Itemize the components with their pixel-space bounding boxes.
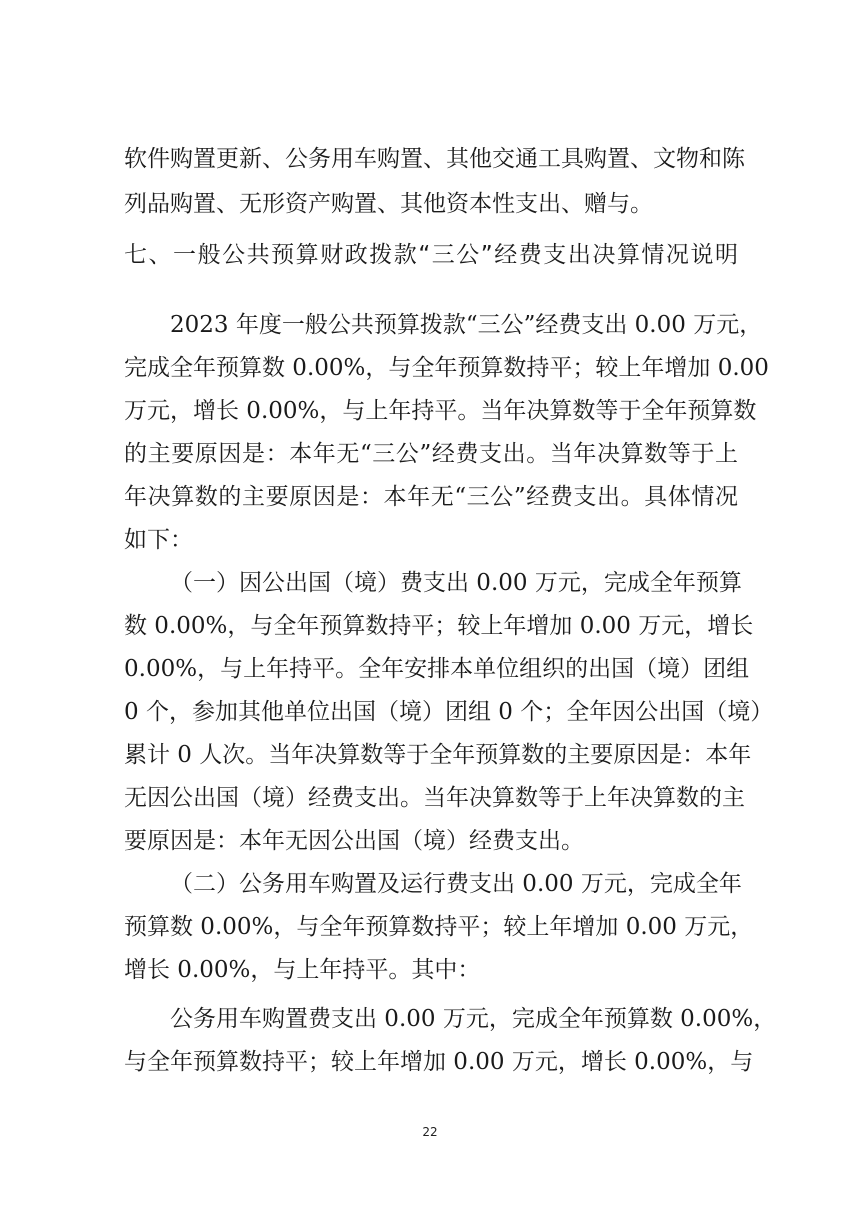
text-line: 0.00%，与上年持平。全年安排本单位组织的出国（境）团组 (124, 656, 750, 682)
text-line: 如下： (124, 527, 193, 553)
text-line: 列品购置、无形资产购置、其他资本性支出、赠与。 (124, 191, 653, 217)
text-line: 0 个，参加其他单位出国（境）团组 0 个；全年因公出国（境） (124, 699, 774, 725)
paragraph-first-line: （二）公务用车购置及运行费支出 0.00 万元，完成全年 (170, 871, 742, 897)
text-line: 无因公出国（境）经费支出。当年决算数等于上年决算数的主 (124, 785, 745, 811)
section-heading: 七、一般公共预算财政拨款“三公”经费支出决算情况说明 (124, 242, 738, 268)
text-line: 累计 0 人次。当年决算数等于全年预算数的主要原因是：本年 (124, 742, 752, 768)
paragraph-first-line: （一）因公出国（境）费支出 0.00 万元，完成全年预算 (170, 570, 742, 596)
text-line: 万元，增长 0.00%，与上年持平。当年决算数等于全年预算数 (124, 398, 757, 424)
text-line: 增长 0.00%，与上年持平。其中： (124, 957, 481, 983)
text-line: 的主要原因是：本年无“三公”经费支出。当年决算数等于上 (124, 441, 738, 467)
text-line: 与全年预算数持平；较上年增加 0.00 万元，增长 0.00%，与 (124, 1049, 754, 1075)
text-line: 要原因是：本年无因公出国（境）经费支出。 (124, 828, 584, 854)
paragraph-first-line: 2023 年度一般公共预算拨款“三公”经费支出 0.00 万元， (170, 312, 763, 338)
text-line: 完成全年预算数 0.00%，与全年预算数持平；较上年增加 0.00 (124, 355, 769, 381)
paragraph-first-line: 公务用车购置费支出 0.00 万元，完成全年预算数 0.00%， (170, 1006, 777, 1032)
text-line: 预算数 0.00%，与全年预算数持平；较上年增加 0.00 万元， (124, 914, 754, 940)
text-line: 年决算数的主要原因是：本年无“三公”经费支出。具体情况 (124, 484, 738, 510)
text-line: 软件购置更新、公务用车购置、其他交通工具购置、文物和陈 (124, 146, 745, 172)
text-line: 数 0.00%，与全年预算数持平；较上年增加 0.00 万元，增长 (124, 613, 754, 639)
page-number: 22 (422, 1125, 438, 1139)
